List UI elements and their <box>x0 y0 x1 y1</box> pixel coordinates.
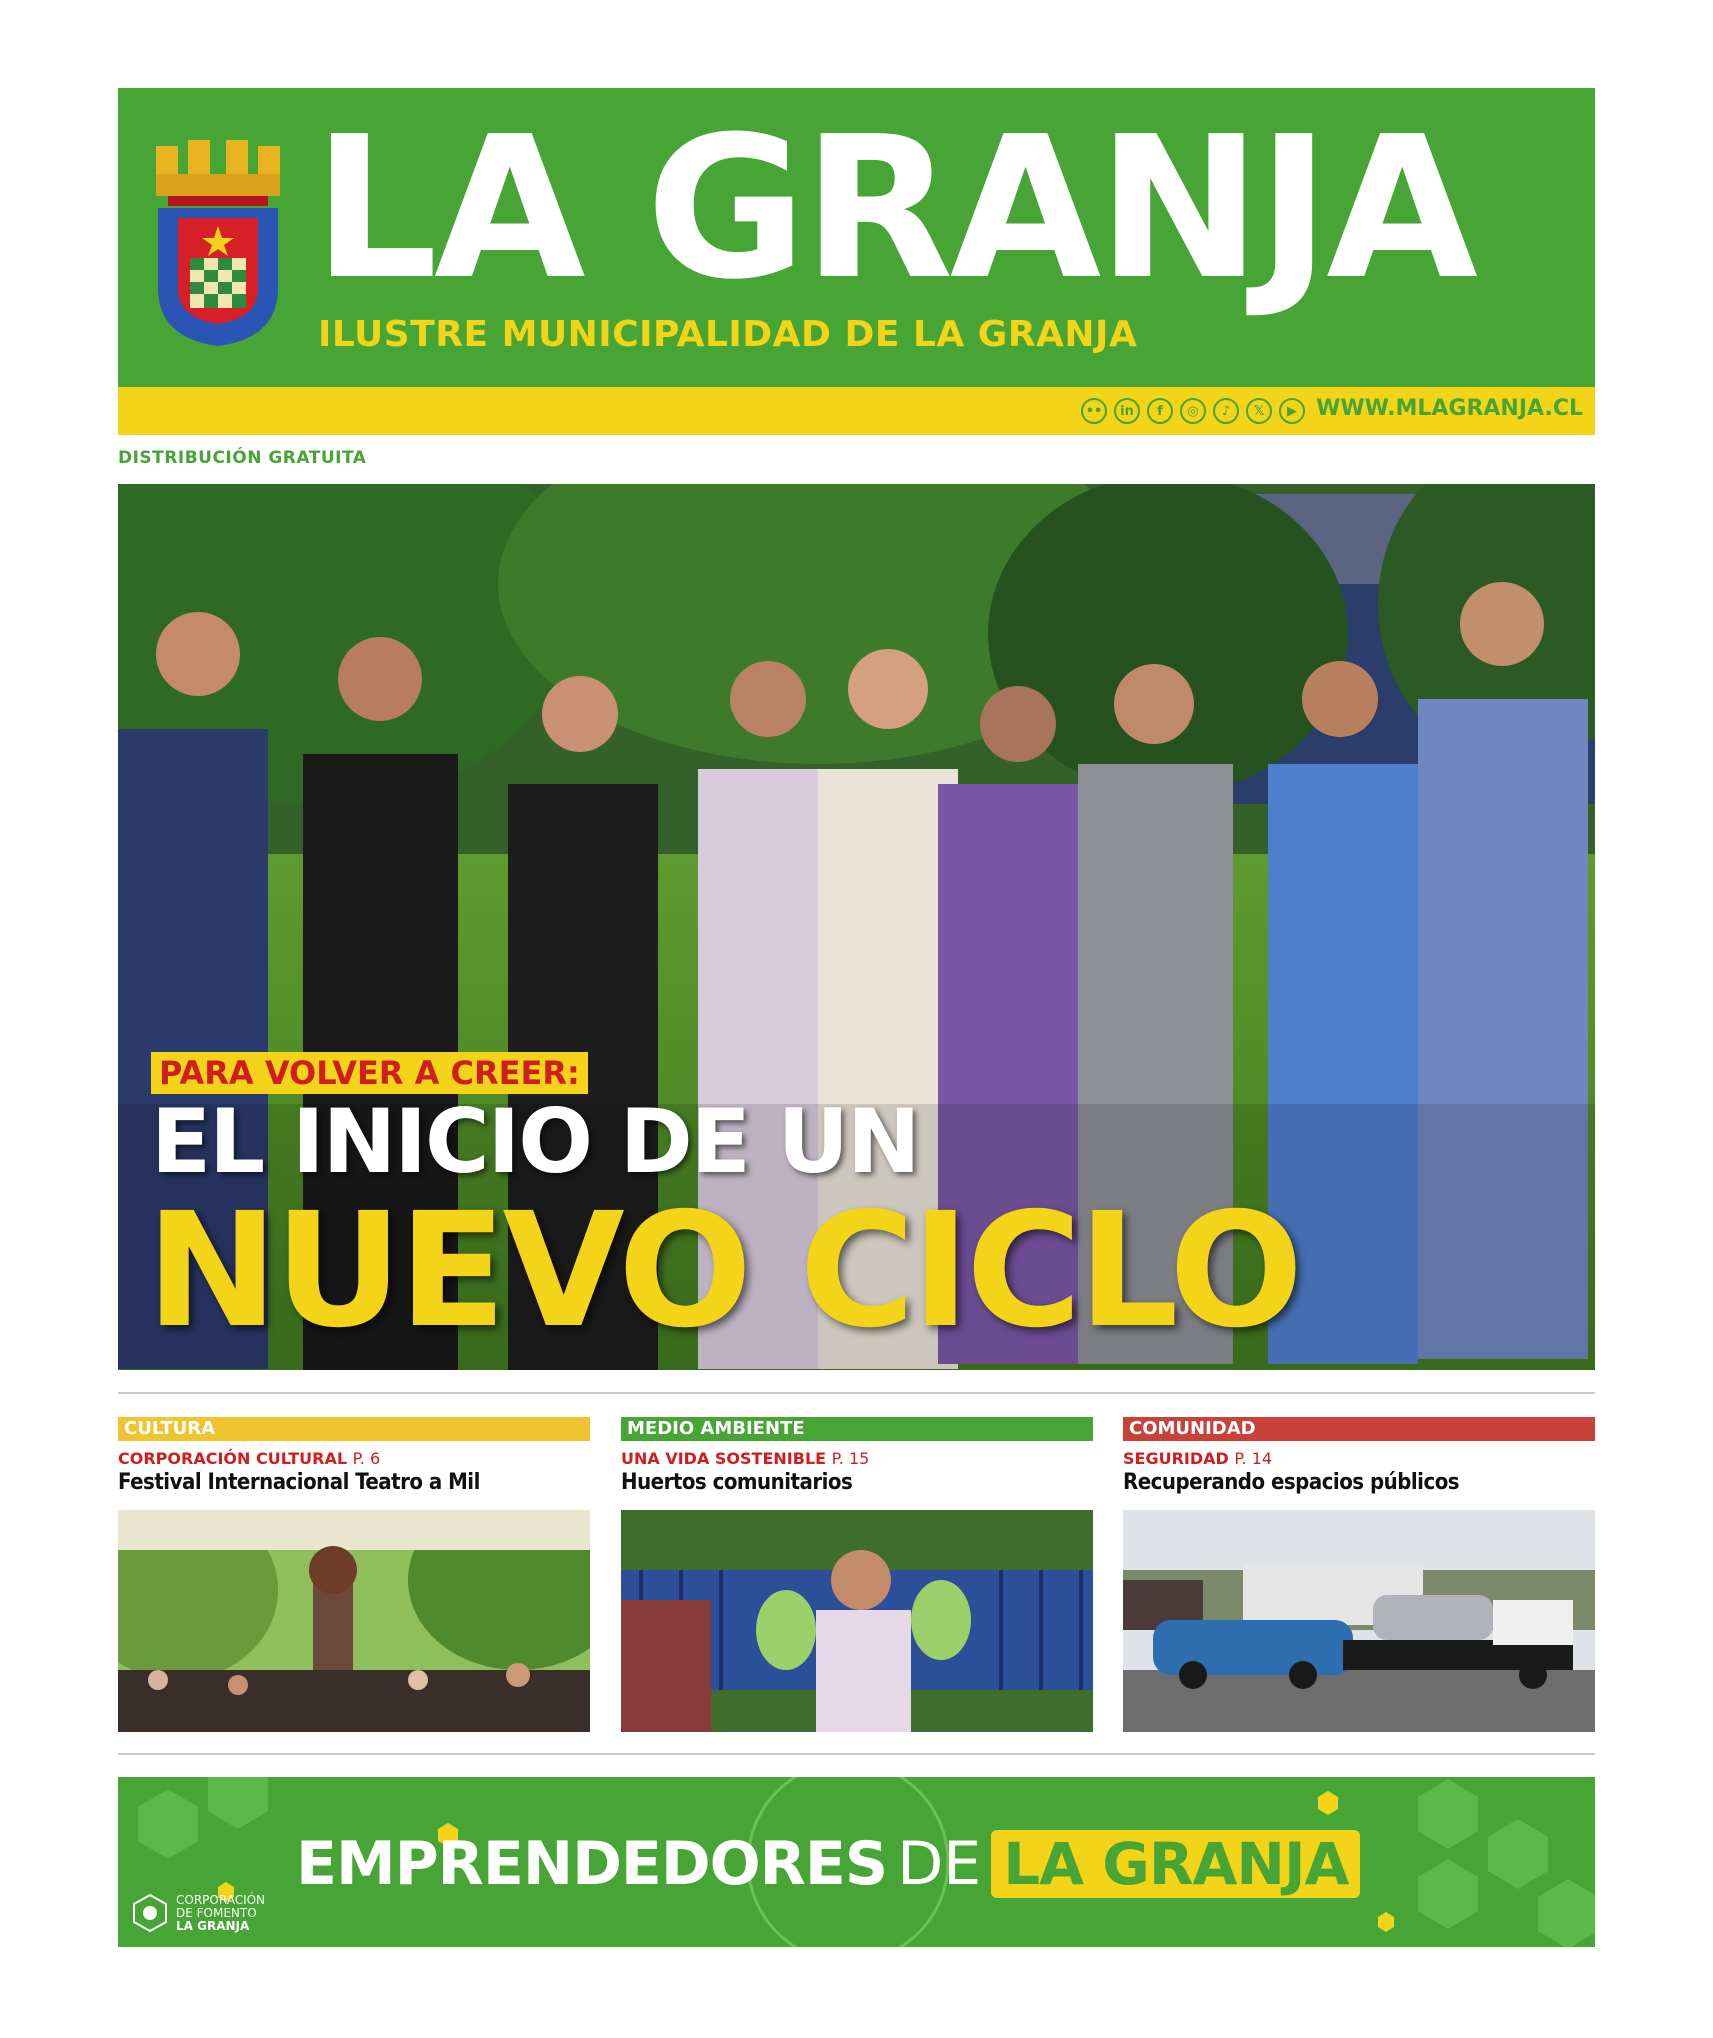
tiktok-icon[interactable]: ♪ <box>1213 398 1239 424</box>
section-medio-ambiente[interactable] <box>621 1417 1093 1732</box>
flickr-icon[interactable]: •• <box>1081 398 1107 424</box>
cover-headline-line2: NUEVO CICLO <box>146 1179 1300 1363</box>
x-icon[interactable]: 𝕏 <box>1246 398 1272 424</box>
corp-line-1: CORPORACIÓN <box>176 1892 266 1907</box>
website-link[interactable]: WWW.MLAGRANJA.CL <box>1316 396 1583 421</box>
corporacion-fomento-logo <box>130 1893 265 1933</box>
page-number: P. 6 <box>352 1449 381 1468</box>
distribution-label: DISTRIBUCIÓN GRATUITA <box>118 448 367 468</box>
cover-headline-line1: EL INICIO DE UN <box>151 1090 919 1193</box>
corp-line-2: DE FOMENTO <box>176 1905 257 1920</box>
banner-word-1: EMPRENDEDORES <box>296 1829 888 1899</box>
section-category: CULTURA <box>118 1417 590 1441</box>
coat-of-arms-icon <box>148 138 288 348</box>
page-number: P. 15 <box>831 1449 870 1468</box>
masthead-title: LA GRANJA <box>313 95 1474 323</box>
cover-photo <box>118 484 1595 1370</box>
corp-line-3: LA GRANJA <box>176 1918 250 1933</box>
section-kicker-text: CORPORACIÓN CULTURAL <box>118 1449 348 1468</box>
social-bar <box>118 387 1595 435</box>
linkedin-icon[interactable]: in <box>1114 398 1140 424</box>
section-kicker-text: SEGURIDAD <box>1123 1449 1229 1468</box>
section-category: COMUNIDAD <box>1123 1417 1595 1441</box>
banner-title <box>296 1829 1360 1899</box>
section-title[interactable]: Festival Internacional Teatro a Mil <box>118 1470 480 1495</box>
social-icons <box>1081 398 1305 424</box>
section-kicker <box>1123 1449 1595 1468</box>
festival-photo <box>118 1510 590 1732</box>
cover-kicker: PARA VOLVER A CREER: <box>151 1052 588 1094</box>
instagram-icon[interactable]: ◎ <box>1180 398 1206 424</box>
section-comunidad[interactable] <box>1123 1417 1595 1732</box>
section-kicker-text: UNA VIDA SOSTENIBLE <box>621 1449 827 1468</box>
section-cultura[interactable] <box>118 1417 590 1732</box>
section-category: MEDIO AMBIENTE <box>621 1417 1093 1441</box>
emprendedores-banner[interactable] <box>118 1777 1595 1947</box>
divider <box>118 1392 1595 1394</box>
section-title[interactable]: Recuperando espacios públicos <box>1123 1470 1460 1495</box>
page-number: P. 14 <box>1234 1449 1273 1468</box>
section-kicker <box>118 1449 590 1468</box>
banner-word-2: DE <box>897 1829 982 1899</box>
masthead-subtitle: ILUSTRE MUNICIPALIDAD DE LA GRANJA <box>318 314 1138 355</box>
section-kicker <box>621 1449 1093 1468</box>
youtube-icon[interactable]: ▶ <box>1279 398 1305 424</box>
facebook-icon[interactable]: f <box>1147 398 1173 424</box>
corporacion-text <box>176 1894 265 1933</box>
section-title[interactable]: Huertos comunitarios <box>621 1470 853 1495</box>
corporacion-logo-icon <box>130 1893 170 1933</box>
masthead <box>118 88 1595 387</box>
street-photo <box>1123 1510 1595 1732</box>
divider <box>118 1753 1595 1755</box>
garden-photo <box>621 1510 1093 1732</box>
banner-word-3: LA GRANJA <box>991 1830 1360 1898</box>
